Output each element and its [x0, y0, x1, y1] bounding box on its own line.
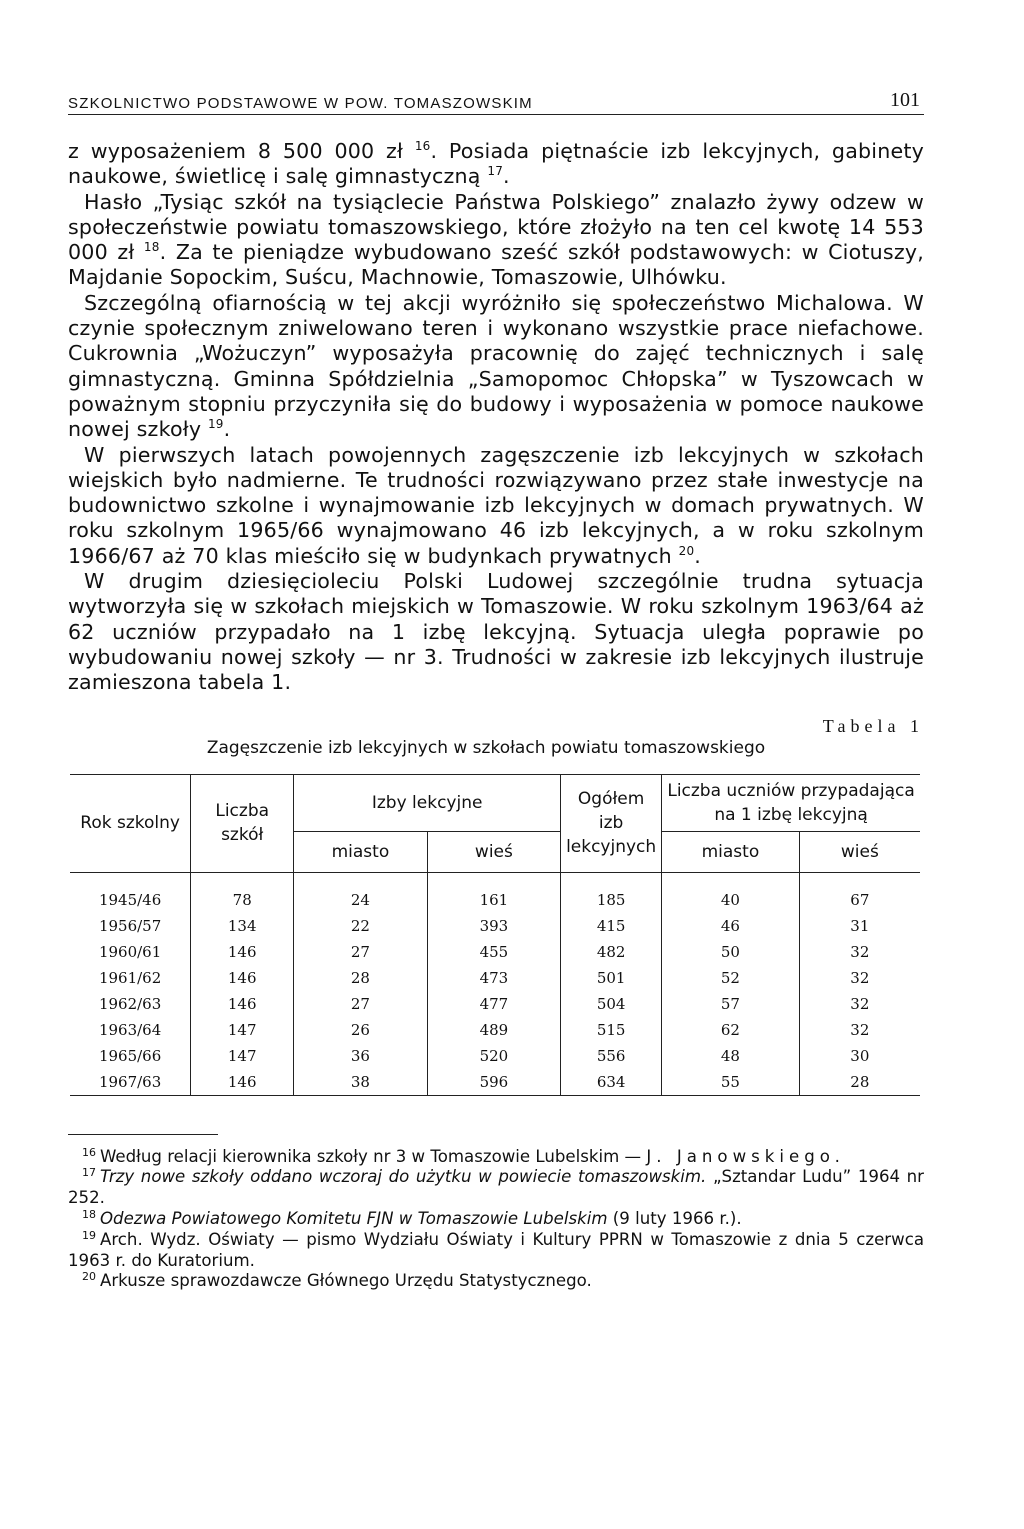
text-span: Hasło „Tysiąc szkół na tysiąclecie Państwa Polskiego” znalazło żywy odzew w społeczeństwie powiatu tomaszowskiego, które złożyło na ten cel kwotę 14 553 000 zł — [68, 189, 924, 265]
footnote-ref: 18 — [143, 240, 160, 255]
footnote-17 — [68, 1167, 924, 1209]
table-title: Zagęszczenie izb lekcyjnych w szkołach powiatu tomaszowskiego — [206, 737, 766, 758]
footnote-ref: 20 — [678, 543, 695, 558]
cell-izby-miasto: 27 — [294, 991, 427, 1017]
cell-rok: 1963/64 — [98, 1020, 162, 1039]
footnote-text: „Sztandar Ludu” 1964 nr 252. — [68, 1167, 925, 1208]
table-label: Tabela 1 — [822, 715, 924, 736]
text-span: . — [223, 417, 231, 442]
footnote-number: 19 — [82, 1228, 96, 1242]
paragraph — [68, 190, 924, 291]
page-number: 101 — [890, 89, 920, 111]
cell-izby-miasto: 26 — [294, 1017, 427, 1043]
cell-izby-wies: 477 — [427, 991, 560, 1017]
footnote-16 — [68, 1147, 924, 1168]
cell-ogolem: 634 — [561, 1069, 662, 1096]
data-table — [70, 774, 920, 1096]
footnote-19 — [68, 1230, 924, 1272]
cell-liczba-szkol: 146 — [191, 939, 294, 965]
footnote-ref: 16 — [414, 139, 431, 153]
footnote-text: Arkusze sprawozdawcze Głównego Urzędu Statystycznego. — [100, 1271, 592, 1291]
table-row — [70, 1069, 920, 1096]
text-span: z wyposażeniem 8 500 000 zł — [68, 139, 415, 163]
cell-rok: 1961/62 — [98, 968, 162, 987]
cell-uczniowie-miasto: 46 — [662, 913, 800, 939]
table-row — [70, 1017, 920, 1043]
cell-izby-wies: 596 — [427, 1069, 560, 1096]
text-span: . — [694, 543, 702, 568]
footnote-text: Arch. Wydz. Oświaty — pismo Wydziału Oświaty i Kultury PPRN w Tomaszowie z dnia 5 czerwca 1963 r. do Kuratorium. — [68, 1229, 924, 1270]
footnote-number: 18 — [82, 1207, 96, 1221]
cell-uczniowie-miasto: 57 — [662, 991, 800, 1017]
table-row — [70, 913, 920, 939]
col-header-liczba-szkol: Liczba szkół — [191, 774, 294, 872]
running-title: SZKOLNICTWO PODSTAWOWE W POW. TOMASZOWSKIM — [68, 95, 533, 112]
cell-uczniowie-miasto: 50 — [662, 939, 800, 965]
footnote-ref: 17 — [487, 164, 504, 179]
cell-izby-wies: 520 — [427, 1043, 560, 1069]
table-row — [70, 965, 920, 991]
cell-ogolem: 501 — [561, 965, 662, 991]
cell-ogolem: 185 — [561, 872, 662, 913]
cell-rok: 1967/63 — [70, 1069, 191, 1096]
paragraph: W drugim dziesięcioleciu Polski Ludowej szczególnie trudna sytuacja wytworzyła się w szkołach miejskich w Tomaszowie. W roku szkolnym 1963/64 aż 62 uczniów przypadało na 1 izbę lekcyjną. Sytuacja uległa poprawie po wybudowaniu nowej szkoły — nr 3. Trudności w zakresie izb lekcyjnych ilustruje zamieszona tabela 1. — [68, 569, 924, 695]
cell-uczniowie-miasto: 40 — [662, 872, 800, 913]
cell-liczba-szkol: 146 — [191, 1069, 294, 1096]
footnote-text: (9 luty 1966 r.). — [607, 1208, 742, 1228]
col-header-ogolem: Ogółem izb lekcyjnych — [561, 774, 662, 872]
cell-izby-wies: 473 — [427, 965, 560, 991]
cell-ogolem: 515 — [561, 1017, 662, 1043]
table-row — [70, 1043, 920, 1069]
footnote-number: 16 — [82, 1145, 96, 1159]
text-span: W pierwszych latach powojennych zagęszczenie izb lekcyjnych w szkołach wiejskich było nadmierne. Te trudności rozwiązywano przez stałe inwestycje na budownictwo szkolne i wynajmowanie izb lekcyjnych w domach prywatnych. W roku szkolnym 1965/66 wynajmowano 46 izb lekcyjnych, a w roku szkolnym 1966/67 aż 70 klas mieściło się w budynkach prywatnych — [68, 442, 924, 568]
footnotes — [68, 1134, 924, 1293]
cell-ogolem: 482 — [561, 939, 662, 965]
cell-izby-miasto: 24 — [294, 872, 427, 913]
col-header-rok: Rok szkolny — [70, 774, 191, 872]
col-header-izby-wies: wieś — [427, 831, 560, 872]
text-span: Szczególną ofiarnością w tej akcji wyróżniło się społeczeństwo Michalowa. W czynie społecznym zniwelowano teren i wykonano wszystkie prace niefachowe. Cukrownia „Wożuczyn” wyposażyła pracownię do zajęć technicznych i salę gimnastyczną. Gminna Spółdzielnia „Samopomoc Chłopska” w Tyszowcach w poważnym stopniu przyczyniła się do budowy i wyposażenia w pomoce naukowe nowej szkoły — [68, 290, 924, 442]
footnote-author: J. Janowskiego. — [646, 1146, 845, 1166]
cell-uczniowie-wies: 32 — [799, 939, 920, 965]
cell-rok: 1965/66 — [98, 1046, 162, 1065]
footnote-rule — [68, 1134, 218, 1135]
body-text — [68, 139, 924, 696]
cell-liczba-szkol: 146 — [191, 991, 294, 1017]
cell-uczniowie-wies: 30 — [799, 1043, 920, 1069]
col-header-izby: Izby lekcyjne — [294, 774, 561, 831]
cell-ogolem: 556 — [561, 1043, 662, 1069]
cell-izby-miasto: 36 — [294, 1043, 427, 1069]
cell-uczniowie-wies: 32 — [799, 991, 920, 1017]
cell-izby-wies: 455 — [427, 939, 560, 965]
table-row — [70, 872, 920, 913]
cell-uczniowie-wies: 67 — [799, 872, 920, 913]
text-span: . — [503, 164, 510, 189]
cell-izby-wies: 161 — [427, 872, 560, 913]
cell-izby-wies: 489 — [427, 1017, 560, 1043]
footnote-title: Trzy nowe szkoły oddano wczoraj do użytku w powiecie tomaszowskim. — [100, 1167, 707, 1187]
cell-uczniowie-wies: 28 — [799, 1069, 920, 1096]
cell-liczba-szkol: 147 — [191, 1017, 294, 1043]
footnote-text: Według relacji kierownika szkoły nr 3 w Tomaszowie Lubelskim — — [100, 1146, 647, 1166]
cell-ogolem: 504 — [561, 991, 662, 1017]
col-header-uczniowie-miasto: miasto — [662, 831, 800, 872]
table-row — [70, 939, 920, 965]
col-header-uczniowie: Liczba uczniów przypadająca na 1 izbę lekcyjną — [662, 774, 920, 831]
paragraph — [68, 139, 924, 190]
cell-rok: 1962/63 — [98, 994, 162, 1013]
cell-liczba-szkol: 134 — [191, 913, 294, 939]
cell-liczba-szkol: 147 — [191, 1043, 294, 1069]
footnote-number: 20 — [82, 1270, 96, 1284]
cell-uczniowie-miasto: 52 — [662, 965, 800, 991]
footnote-20 — [68, 1271, 924, 1292]
cell-ogolem: 415 — [561, 913, 662, 939]
text-span: . Za te pieniądze wybudowano sześć szkół podstawowych: w Ciotuszy, Majdanie Sopockim, Suścu, Machnowie, Tomaszowie, Ulhówku. — [68, 240, 924, 290]
cell-izby-wies: 393 — [427, 913, 560, 939]
cell-rok: 1956/57 — [98, 916, 162, 935]
cell-uczniowie-wies: 32 — [799, 965, 920, 991]
page-header — [68, 82, 924, 115]
cell-izby-miasto: 28 — [294, 965, 427, 991]
col-header-uczniowie-wies: wieś — [799, 831, 920, 872]
cell-izby-miasto: 38 — [294, 1069, 427, 1096]
paragraph — [68, 291, 924, 443]
cell-uczniowie-miasto: 55 — [662, 1069, 800, 1096]
cell-uczniowie-miasto: 62 — [662, 1017, 800, 1043]
cell-uczniowie-wies: 32 — [799, 1017, 920, 1043]
paragraph — [68, 443, 924, 569]
cell-rok: 1960/61 — [98, 942, 162, 961]
text-span: . Posiada piętnaście izb lekcyjnych, gabinety naukowe, świetlicę i salę gimnastyczną — [68, 139, 924, 189]
page — [68, 82, 924, 1292]
cell-liczba-szkol: 78 — [191, 872, 294, 913]
table-row — [70, 991, 920, 1017]
footnote-title: Odezwa Powiatowego Komitetu FJN w Tomaszowie Lubelskim — [100, 1208, 608, 1228]
cell-uczniowie-miasto: 48 — [662, 1043, 800, 1069]
cell-izby-miasto: 22 — [294, 913, 427, 939]
footnote-18 — [68, 1209, 924, 1230]
cell-rok: 1945/46 — [98, 890, 162, 909]
cell-uczniowie-wies: 31 — [799, 913, 920, 939]
cell-izby-miasto: 27 — [294, 939, 427, 965]
cell-liczba-szkol: 146 — [191, 965, 294, 991]
footnote-number: 17 — [82, 1166, 96, 1180]
col-header-izby-miasto: miasto — [294, 831, 427, 872]
footnote-ref: 19 — [207, 417, 224, 432]
